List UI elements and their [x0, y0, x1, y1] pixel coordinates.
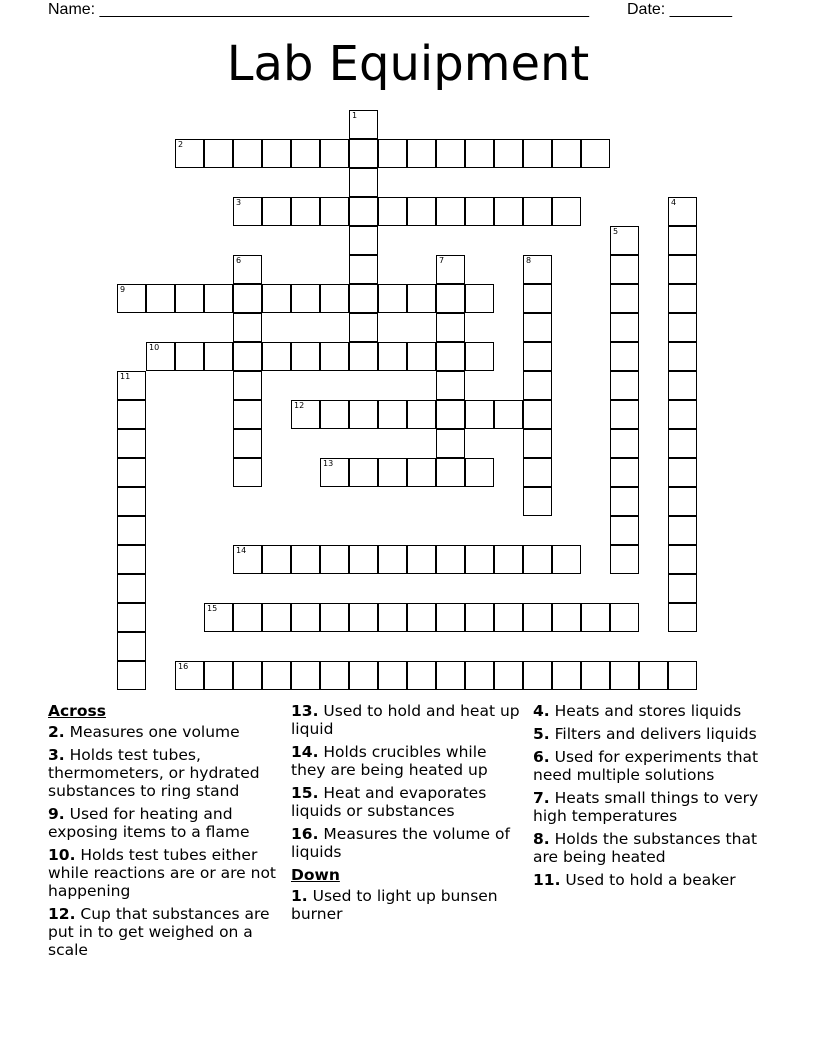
grid-cell[interactable] [175, 342, 204, 371]
clue-number: 12. [48, 905, 76, 923]
clue-number: 4. [533, 702, 550, 720]
grid-cell[interactable] [465, 545, 494, 574]
grid-cell[interactable] [378, 197, 407, 226]
clue-down-5 [533, 725, 773, 743]
cell-number: 16 [178, 662, 189, 671]
grid-cell[interactable] [436, 429, 465, 458]
grid-cell[interactable] [378, 603, 407, 632]
grid-cell[interactable] [668, 284, 697, 313]
clue-down-7 [533, 789, 773, 825]
clue-text: Heat and evaporates liquids or substances [291, 784, 487, 820]
clue-across-15 [291, 784, 525, 820]
grid-cell[interactable] [175, 139, 204, 168]
clue-number: 9. [48, 805, 65, 823]
grid-cell[interactable] [349, 661, 378, 690]
name-field-line[interactable]: Name: _______________________________________________________ [48, 1, 589, 18]
grid-cell[interactable] [233, 661, 262, 690]
grid-cell[interactable] [320, 197, 349, 226]
grid-cell[interactable] [436, 313, 465, 342]
grid-cell[interactable] [320, 284, 349, 313]
clue-across-9 [48, 805, 284, 841]
grid-cell[interactable] [668, 342, 697, 371]
grid-cell[interactable] [610, 603, 639, 632]
grid-cell[interactable] [523, 139, 552, 168]
grid-cell[interactable] [523, 429, 552, 458]
grid-cell[interactable] [407, 458, 436, 487]
cell-number: 7 [439, 256, 445, 265]
grid-cell[interactable] [668, 400, 697, 429]
clue-column-1 [48, 702, 284, 964]
cell-number: 14 [236, 546, 247, 555]
grid-cell[interactable] [436, 458, 465, 487]
grid-cell[interactable] [204, 139, 233, 168]
grid-cell[interactable] [204, 661, 233, 690]
clue-across-12 [48, 905, 284, 959]
grid-cell[interactable] [262, 545, 291, 574]
grid-cell[interactable] [262, 661, 291, 690]
grid-cell[interactable] [523, 342, 552, 371]
clue-across-13 [291, 702, 525, 738]
grid-cell[interactable] [407, 342, 436, 371]
clue-text: Measures the volume of liquids [291, 825, 510, 861]
grid-cell[interactable] [175, 284, 204, 313]
grid-cell[interactable] [349, 284, 378, 313]
grid-cell[interactable] [668, 313, 697, 342]
clue-number: 5. [533, 725, 550, 743]
clue-down-8 [533, 830, 773, 866]
grid-cell[interactable] [233, 197, 262, 226]
clue-down-1 [291, 887, 525, 923]
grid-cell[interactable] [233, 545, 262, 574]
down-heading: Down [291, 866, 340, 884]
clue-text: Holds the substances that are being heated [533, 830, 758, 866]
grid-cell[interactable] [117, 400, 146, 429]
clue-text: Cup that substances are put in to get weighed on a scale [48, 905, 270, 959]
grid-cell[interactable] [436, 371, 465, 400]
grid-cell[interactable] [407, 661, 436, 690]
clue-down-11 [533, 871, 773, 889]
clue-column-3 [533, 702, 773, 894]
clue-text: Filters and delivers liquids [554, 725, 757, 743]
grid-cell[interactable] [117, 284, 146, 313]
grid-cell[interactable] [320, 603, 349, 632]
grid-cell[interactable] [523, 371, 552, 400]
grid-cell[interactable] [262, 139, 291, 168]
grid-cell[interactable] [117, 603, 146, 632]
grid-cell[interactable] [117, 632, 146, 661]
clue-column-2 [291, 702, 525, 928]
grid-cell[interactable] [610, 400, 639, 429]
grid-cell[interactable] [436, 342, 465, 371]
grid-cell[interactable] [349, 342, 378, 371]
grid-cell[interactable] [610, 487, 639, 516]
grid-cell[interactable] [262, 603, 291, 632]
cell-number: 15 [207, 604, 218, 613]
grid-cell[interactable] [668, 458, 697, 487]
grid-cell[interactable] [523, 603, 552, 632]
clue-text: Used to hold and heat up liquid [291, 702, 520, 738]
grid-cell[interactable] [291, 197, 320, 226]
grid-cell[interactable] [465, 342, 494, 371]
clue-across-3 [48, 746, 284, 800]
grid-cell[interactable] [349, 400, 378, 429]
grid-cell[interactable] [291, 545, 320, 574]
grid-cell[interactable] [407, 603, 436, 632]
grid-cell[interactable] [436, 661, 465, 690]
clue-number: 2. [48, 723, 65, 741]
grid-cell[interactable] [668, 603, 697, 632]
grid-cell[interactable] [552, 197, 581, 226]
grid-cell[interactable] [233, 371, 262, 400]
grid-cell[interactable] [349, 545, 378, 574]
clue-number: 16. [291, 825, 319, 843]
grid-cell[interactable] [610, 313, 639, 342]
clue-text: Used to light up bunsen burner [291, 887, 498, 923]
grid-cell[interactable] [436, 545, 465, 574]
grid-cell[interactable] [668, 226, 697, 255]
grid-cell[interactable] [117, 516, 146, 545]
grid-cell[interactable] [233, 139, 262, 168]
grid-cell[interactable] [146, 284, 175, 313]
grid-cell[interactable] [523, 197, 552, 226]
grid-cell[interactable] [233, 255, 262, 284]
grid-cell[interactable] [291, 603, 320, 632]
grid-cell[interactable] [610, 661, 639, 690]
grid-cell[interactable] [291, 139, 320, 168]
grid-cell[interactable] [320, 342, 349, 371]
clue-number: 8. [533, 830, 550, 848]
grid-cell[interactable] [523, 400, 552, 429]
cell-number: 5 [613, 227, 619, 236]
grid-cell[interactable] [262, 197, 291, 226]
grid-cell[interactable] [233, 342, 262, 371]
grid-cell[interactable] [436, 139, 465, 168]
grid-cell[interactable] [668, 255, 697, 284]
clue-number: 6. [533, 748, 550, 766]
grid-cell[interactable] [552, 139, 581, 168]
grid-cell[interactable] [117, 487, 146, 516]
grid-cell[interactable] [233, 603, 262, 632]
cell-number: 13 [323, 459, 334, 468]
grid-cell[interactable] [262, 284, 291, 313]
grid-cell[interactable] [407, 139, 436, 168]
grid-cell[interactable] [668, 429, 697, 458]
grid-cell[interactable] [320, 545, 349, 574]
clue-text: Holds crucibles while they are being heated up [291, 743, 488, 779]
clue-text: Holds test tubes either while reactions are or are not happening [48, 846, 277, 900]
cell-number: 12 [294, 401, 305, 410]
cell-number: 6 [236, 256, 242, 265]
page-title: Lab Equipment [226, 36, 590, 92]
grid-cell[interactable] [581, 603, 610, 632]
grid-cell[interactable] [175, 661, 204, 690]
grid-cell[interactable] [465, 661, 494, 690]
grid-cell[interactable] [233, 313, 262, 342]
grid-cell[interactable] [378, 139, 407, 168]
clue-number: 11. [533, 871, 561, 889]
grid-cell[interactable] [523, 661, 552, 690]
grid-cell[interactable] [349, 226, 378, 255]
grid-cell[interactable] [117, 574, 146, 603]
grid-cell[interactable] [610, 371, 639, 400]
grid-cell[interactable] [668, 574, 697, 603]
grid-cell[interactable] [349, 197, 378, 226]
clue-number: 10. [48, 846, 76, 864]
clue-text: Heats small things to very high temperatures [533, 789, 759, 825]
grid-cell[interactable] [552, 545, 581, 574]
grid-cell[interactable] [668, 545, 697, 574]
grid-cell[interactable] [494, 545, 523, 574]
grid-cell[interactable] [378, 661, 407, 690]
grid-cell[interactable] [378, 342, 407, 371]
grid-cell[interactable] [494, 197, 523, 226]
grid-cell[interactable] [668, 371, 697, 400]
clue-text: Measures one volume [69, 723, 240, 741]
grid-cell[interactable] [610, 429, 639, 458]
clue-down-4 [533, 702, 773, 720]
grid-cell[interactable] [668, 487, 697, 516]
grid-cell[interactable] [436, 400, 465, 429]
grid-cell[interactable] [436, 603, 465, 632]
grid-cell[interactable] [117, 545, 146, 574]
cell-number: 10 [149, 343, 160, 352]
grid-cell[interactable] [465, 197, 494, 226]
clue-number: 7. [533, 789, 550, 807]
grid-cell[interactable] [117, 371, 146, 400]
grid-cell[interactable] [465, 139, 494, 168]
clue-number: 13. [291, 702, 319, 720]
grid-cell[interactable] [523, 487, 552, 516]
grid-cell[interactable] [581, 661, 610, 690]
cell-number: 2 [178, 140, 184, 149]
grid-cell[interactable] [610, 284, 639, 313]
grid-cell[interactable] [233, 429, 262, 458]
grid-cell[interactable] [146, 342, 175, 371]
grid-cell[interactable] [117, 661, 146, 690]
grid-cell[interactable] [378, 458, 407, 487]
clue-text: Used for heating and exposing items to a flame [48, 805, 250, 841]
grid-cell[interactable] [465, 458, 494, 487]
clue-text: Used to hold a beaker [565, 871, 736, 889]
grid-cell[interactable] [349, 110, 378, 139]
grid-cell[interactable] [465, 400, 494, 429]
grid-cell[interactable] [668, 516, 697, 545]
grid-cell[interactable] [378, 284, 407, 313]
grid-cell[interactable] [668, 197, 697, 226]
grid-cell[interactable] [407, 400, 436, 429]
grid-cell[interactable] [552, 661, 581, 690]
grid-cell[interactable] [378, 400, 407, 429]
grid-cell[interactable] [349, 139, 378, 168]
grid-cell[interactable] [233, 458, 262, 487]
grid-cell[interactable] [407, 197, 436, 226]
clue-number: 15. [291, 784, 319, 802]
grid-cell[interactable] [204, 284, 233, 313]
grid-cell[interactable] [523, 545, 552, 574]
clue-across-2 [48, 723, 284, 741]
grid-cell[interactable] [610, 545, 639, 574]
clue-across-10 [48, 846, 284, 900]
grid-cell[interactable] [610, 226, 639, 255]
cell-number: 3 [236, 198, 242, 207]
grid-cell[interactable] [262, 342, 291, 371]
grid-cell[interactable] [349, 168, 378, 197]
grid-cell[interactable] [117, 429, 146, 458]
grid-cell[interactable] [494, 661, 523, 690]
grid-cell[interactable] [291, 342, 320, 371]
grid-cell[interactable] [349, 255, 378, 284]
clue-number: 14. [291, 743, 319, 761]
grid-cell[interactable] [639, 661, 668, 690]
grid-cell[interactable] [523, 255, 552, 284]
cell-number: 11 [120, 372, 131, 381]
grid-cell[interactable] [349, 603, 378, 632]
clue-across-16 [291, 825, 525, 861]
clue-number: 1. [291, 887, 308, 905]
date-field-line[interactable]: Date: _______ [627, 1, 732, 18]
grid-cell[interactable] [407, 545, 436, 574]
cell-number: 8 [526, 256, 532, 265]
cell-number: 4 [671, 198, 677, 207]
grid-cell[interactable] [320, 458, 349, 487]
grid-cell[interactable] [668, 661, 697, 690]
clue-across-14 [291, 743, 525, 779]
grid-cell[interactable] [610, 255, 639, 284]
grid-cell[interactable] [320, 400, 349, 429]
grid-cell[interactable] [204, 603, 233, 632]
grid-cell[interactable] [436, 255, 465, 284]
grid-cell[interactable] [523, 284, 552, 313]
grid-cell[interactable] [610, 516, 639, 545]
grid-cell[interactable] [320, 661, 349, 690]
grid-cell[interactable] [436, 284, 465, 313]
grid-cell[interactable] [494, 400, 523, 429]
grid-cell[interactable] [233, 284, 262, 313]
grid-cell[interactable] [291, 661, 320, 690]
grid-cell[interactable] [291, 400, 320, 429]
grid-cell[interactable] [349, 313, 378, 342]
cell-number: 9 [120, 285, 126, 294]
grid-cell[interactable] [523, 458, 552, 487]
grid-cell[interactable] [291, 284, 320, 313]
grid-cell[interactable] [407, 284, 436, 313]
grid-cell[interactable] [581, 139, 610, 168]
grid-cell[interactable] [610, 458, 639, 487]
clue-number: 3. [48, 746, 65, 764]
grid-cell[interactable] [378, 545, 407, 574]
grid-cell[interactable] [233, 400, 262, 429]
across-heading: Across [48, 702, 106, 720]
grid-cell[interactable] [494, 139, 523, 168]
clue-down-6 [533, 748, 773, 784]
grid-cell[interactable] [465, 603, 494, 632]
cell-number: 1 [352, 111, 358, 120]
grid-cell[interactable] [465, 284, 494, 313]
grid-cell[interactable] [117, 458, 146, 487]
grid-cell[interactable] [349, 458, 378, 487]
grid-cell[interactable] [523, 313, 552, 342]
clue-text: Holds test tubes, thermometers, or hydrated substances to ring stand [48, 746, 260, 800]
clue-text: Used for experiments that need multiple solutions [533, 748, 759, 784]
grid-cell[interactable] [320, 139, 349, 168]
grid-cell[interactable] [610, 342, 639, 371]
grid-cell[interactable] [552, 603, 581, 632]
grid-cell[interactable] [204, 342, 233, 371]
grid-cell[interactable] [494, 603, 523, 632]
clue-text: Heats and stores liquids [554, 702, 742, 720]
grid-cell[interactable] [436, 197, 465, 226]
